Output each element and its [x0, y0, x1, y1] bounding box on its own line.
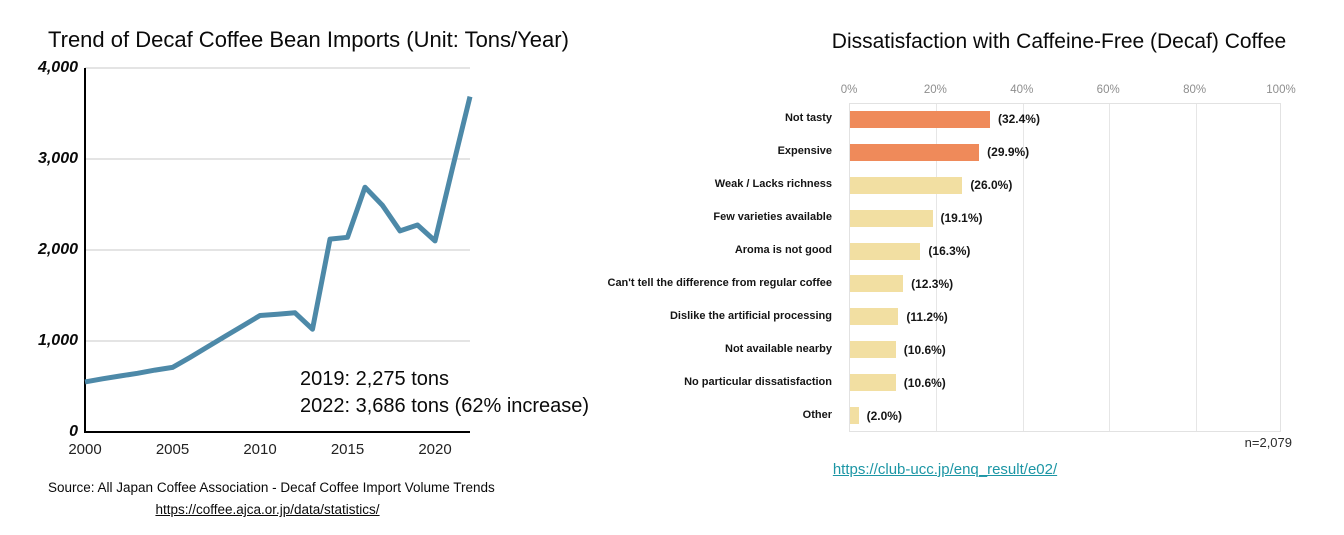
source-link-container [0, 501, 535, 519]
annotation-2022: 2022: 3,686 tons (62% increase) [300, 395, 590, 417]
pct-tick-40%: 40% [1010, 84, 1034, 96]
ytick-1000: 1,000 [37, 332, 78, 349]
vgrid-60% [1109, 104, 1110, 431]
xtick-2000: 2000 [68, 441, 102, 458]
value-label: (12.3%) [911, 276, 954, 291]
pct-tick-60%: 60% [1096, 84, 1120, 96]
pct-tick-20%: 20% [923, 84, 947, 96]
xtick-2015: 2015 [330, 441, 365, 458]
category-label: Expensive [777, 145, 832, 158]
ytick-0: 0 [69, 423, 78, 440]
category-label: Few varieties available [713, 211, 832, 224]
survey-link-container [672, 461, 1218, 479]
pct-tick-80%: 80% [1183, 84, 1207, 96]
line-chart-title: Trend of Decaf Coffee Bean Imports (Unit: Tons/Year) [48, 27, 569, 52]
bar [850, 374, 896, 391]
category-label: Dislike the artificial processing [669, 309, 832, 322]
bar [850, 111, 990, 128]
value-label: (32.4%) [997, 112, 1040, 127]
category-label: Other [802, 408, 832, 421]
xtick-2010: 2010 [243, 441, 277, 458]
value-label: (10.6%) [903, 342, 946, 357]
xtick-2020: 2020 [418, 441, 452, 458]
bar-chart-title: Dissatisfaction with Caffeine-Free (Decaf) Coffee [831, 30, 1287, 53]
pct-tick-0%: 0% [840, 84, 858, 96]
ytick-4000: 4,000 [37, 59, 78, 76]
xtick-2005: 2005 [155, 441, 190, 458]
bar [850, 177, 962, 194]
source-attribution: Source: All Japan Coffee Association - Decaf Coffee Import Volume Trends [48, 480, 495, 495]
bar [850, 407, 859, 424]
pct-tick-100%: 100% [1266, 84, 1296, 96]
bar [850, 144, 979, 161]
chart-annotation [300, 366, 589, 420]
value-label: (16.3%) [928, 244, 971, 259]
bar [850, 275, 903, 292]
value-label: (2.0%) [866, 408, 902, 423]
ajca-statistics-link[interactable]: https://coffee.ajca.or.jp/data/statistics/ [155, 502, 380, 517]
annotation-2019: 2019: 2,275 tons [300, 368, 450, 390]
value-label: (29.9%) [987, 145, 1030, 160]
vgrid-80% [1196, 104, 1197, 431]
ytick-3000: 3,000 [37, 150, 78, 167]
value-label: (11.2%) [906, 309, 948, 324]
bar [850, 210, 933, 227]
category-label: Not available nearby [725, 342, 832, 355]
category-label: Aroma is not good [734, 244, 832, 257]
ucc-survey-link[interactable]: https://club-ucc.jp/enq_result/e02/ [832, 461, 1058, 478]
category-label: Not tasty [784, 112, 832, 125]
value-label: (10.6%) [903, 375, 946, 390]
bar [850, 243, 920, 260]
sample-size-note: n=2,079 [1244, 435, 1292, 450]
value-label: (19.1%) [940, 211, 983, 226]
ytick-2000: 2,000 [37, 241, 78, 258]
dissatisfaction-chart-panel [607, 0, 1344, 535]
category-label: Can't tell the difference from regular coffee [607, 276, 832, 289]
bar [850, 341, 896, 358]
imports-trend-line [85, 97, 470, 382]
value-label: (26.0%) [970, 178, 1013, 193]
category-label: No particular dissatisfaction [684, 375, 832, 388]
bar [850, 308, 898, 325]
category-label: Weak / Lacks richness [714, 178, 832, 191]
